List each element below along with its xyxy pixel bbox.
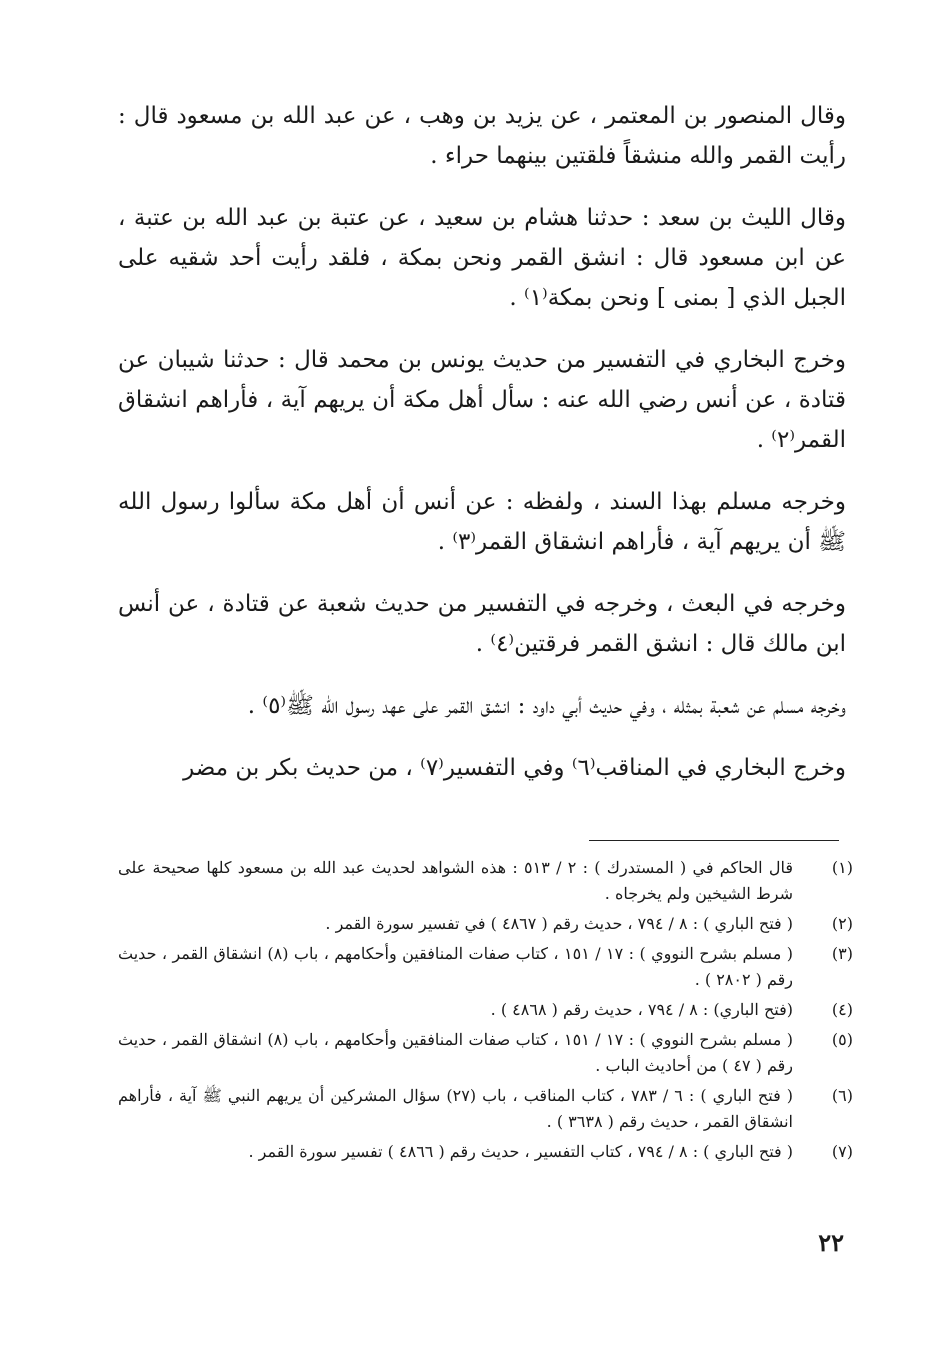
footnote-number: (٧) <box>831 1142 853 1161</box>
footnote-text: ( فتح الباري ) : ٨ / ٧٩٤ ، كتاب التفسير ، حديث رقم ( ٤٨٦٦ ) تفسير سورة القمر . <box>248 1142 793 1161</box>
footnote-number: (٢) <box>831 914 853 933</box>
paragraph-1: وقال المنصور بن المعتمر ، عن يزيد بن وهب ، عن عبد الله بن مسعود قال : رأيت القمر والله منشقاً فلقتين بينهما حراء . <box>118 103 846 169</box>
footnote-number: (٥) <box>831 1030 853 1049</box>
main-text <box>118 96 846 810</box>
footnotes <box>118 855 853 1169</box>
paragraph-3: وخرج البخاري في التفسير من حديث يونس بن محمد قال : حدثنا شيبان عن قتادة ، عن أنس رضي الله عنه : سأل أهل مكة أن يريهم آية ، فأراهم انشقاق القمر⁽٢⁾ . <box>118 347 847 453</box>
footnote-text: (فتح الباري) : ٨ / ٧٩٤ ، حديث رقم ( ٤٨٦٨ ) . <box>490 1000 793 1019</box>
paragraph-2: وقال الليث بن سعد : حدثنا هشام بن سعيد ، عن عتبة بن عبد الله بن عتبة ، عن ابن مسعود قال : انشق القمر ونحن بمكة ، فلقد رأيت أحد شقيه على الجبل الذي [ بمنى ] ونحن بمكة⁽١⁾ . <box>118 205 846 311</box>
footnote-text: ( فتح الباري ) : ٨ / ٧٩٤ ، حديث رقم ( ٤٨٦٧ ) في تفسير سورة القمر . <box>325 914 793 933</box>
paragraph-5: وخرجه في البعث ، وخرجه في التفسير من حديث شعبة عن قتادة ، عن أنس ابن مالك قال : انشق القمر فرقتين⁽٤⁾ . <box>118 591 846 657</box>
paragraph-7: وخرج البخاري في المناقب⁽٦⁾ وفي التفسير⁽٧⁾ ، من حديث بكر بن مضر <box>183 755 846 781</box>
footnote-4 <box>118 997 853 1023</box>
footnote-text: ( مسلم بشرح النووي ) : ١٧ / ١٥١ ، كتاب صفات المنافقين وأحكامهم ، باب (٨) انشقاق القمر ، حديث رقم ( ٢٨٠٢ ) . <box>118 944 793 989</box>
footnote-2 <box>118 911 853 937</box>
footnote-5 <box>118 1027 853 1079</box>
paragraph-6: وخرجه مسلم عن شعبة بمثله ، وفي حديث أبي داود : انشق القمر على عهد رسول الله ﷺ⁽٥⁾ . <box>247 693 846 719</box>
footnote-7 <box>118 1139 853 1165</box>
footnote-number: (٤) <box>831 1000 853 1019</box>
footnote-number: (٦) <box>831 1086 853 1105</box>
page-number: ٢٢ <box>818 1228 844 1257</box>
footnote-6 <box>118 1083 853 1135</box>
footnote-3 <box>118 941 853 993</box>
footnote-text: ( مسلم بشرح النووي ) : ١٧ / ١٥١ ، كتاب صفات المنافقين وأحكامهم ، باب (٨) انشقاق القمر ، حديث رقم ( ٤٧ ) من أحاديث الباب . <box>118 1030 793 1075</box>
footnote-1 <box>118 855 853 907</box>
footnote-text: ( فتح الباري ) : ٦ / ٧٨٣ ، كتاب المناقب ، باب (٢٧) سؤال المشركين أن يريهم النبي ﷺ آية ، فأراهم انشقاق القمر ، حديث رقم ( ٣٦٣٨ ) . <box>118 1086 793 1131</box>
footnote-number: (٣) <box>831 944 853 963</box>
footnote-number: (١) <box>831 858 853 877</box>
paragraph-4: وخرجه مسلم بهذا السند ، ولفظه : عن أنس أن أهل مكة سألوا رسول الله ﷺ أن يريهم آية ، فأراهم انشقاق القمر⁽٣⁾ . <box>118 489 846 555</box>
footnote-text: قال الحاكم في ( المستدرك ) : ٢ / ٥١٣ : هذه الشواهد لحديث عبد الله بن مسعود كلها صحيحة على شرط الشيخين ولم يخرجاه . <box>118 858 794 903</box>
footnote-separator <box>589 840 839 841</box>
